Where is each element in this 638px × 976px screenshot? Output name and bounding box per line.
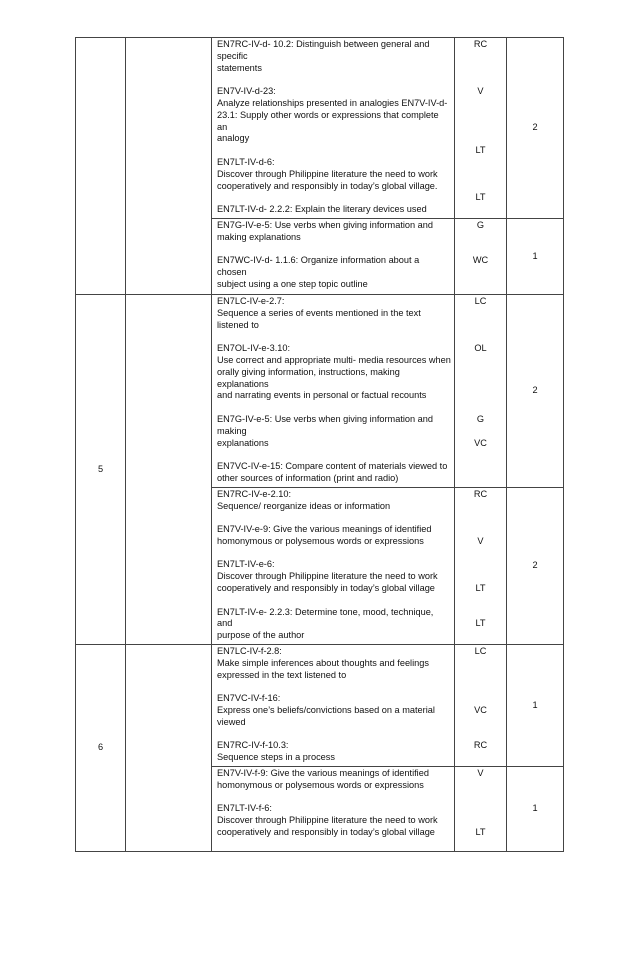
competency-text: EN7RC-IV-d- 10.2: Distinguish between general and specific statements EN7V-IV-d-23: Analyze relationships presented in analogies EN7V-IV-d- 23.1: Supply other words or expressions that complete an analogy EN7LT-IV-d-6: Discover through Philippine literature the need to work cooperatively and responsibly in today’s global village. EN7LT-IV-d- 2.2.2: Explain the literary devices used xyxy=(217,39,448,215)
minutes-cell: 2 xyxy=(507,487,564,644)
table-row xyxy=(76,38,564,219)
code-text: RC V LT LT xyxy=(473,39,488,203)
competency-text: EN7LC-IV-f-2.8: Make simple inferences about thoughts and feelings expressed in the text listened to EN7VC-IV-f-16: Express one’s beliefs/convictions based on a material viewed EN7RC-IV-f-10.3: Sequence steps in a process xyxy=(217,646,435,763)
competency-cell xyxy=(212,487,455,644)
week-cell: 6 xyxy=(76,645,126,852)
competency-text: EN7RC-IV-e-2.10: Sequence/ reorganize ideas or information EN7V-IV-e-9: Give the various meanings of identified homonymous or polysemous words or expressions EN7LT-IV-e-6: Discover through Philippine literature the need to work cooperatively and responsibly in today’s global village EN7LT-IV-e- 2.2.3: Determine tone, mood, technique, and purpose of the author xyxy=(217,488,438,641)
code-text: G WC xyxy=(472,219,489,266)
minutes-cell: 2 xyxy=(507,38,564,219)
competency-cell xyxy=(212,294,455,487)
empty-cell xyxy=(126,645,212,852)
code-cell xyxy=(455,294,507,487)
empty-cell xyxy=(126,294,212,644)
minutes-cell: 1 xyxy=(507,645,564,767)
minutes-cell: 1 xyxy=(507,218,564,294)
competency-cell xyxy=(212,645,455,767)
week-cell xyxy=(76,38,126,295)
table-row xyxy=(76,645,564,767)
code-cell xyxy=(455,767,507,852)
minutes-cell: 2 xyxy=(507,294,564,487)
competency-cell xyxy=(212,218,455,294)
code-text: RC V LT LT xyxy=(473,488,488,629)
curriculum-table xyxy=(75,37,564,852)
code-cell xyxy=(455,38,507,219)
table-row xyxy=(76,294,564,487)
competency-cell xyxy=(212,767,455,852)
code-cell xyxy=(455,218,507,294)
competency-text: EN7G-IV-e-5: Use verbs when giving information and making explanations EN7WC-IV-d- 1.1.6: Organize information about a chosen subject using a one step topic outline xyxy=(217,219,434,289)
code-text: LC OL G VC xyxy=(474,295,487,448)
empty-cell xyxy=(126,38,212,295)
code-cell xyxy=(455,645,507,767)
competency-text: EN7LC-IV-e-2.7: Sequence a series of events mentioned in the text listened to EN7OL-IV-e-3.10: Use correct and appropriate multi- media resources when orally giving information, instructions, making explanations and narrating events in personal or factual recounts EN7G-IV-e-5: Use verbs when giving information and making explanations EN7VC-IV-e-15: Compare content of materials viewed to other sources of information (print and radio) xyxy=(217,295,451,483)
minutes-cell: 1 xyxy=(507,767,564,852)
code-text: LC VC RC xyxy=(473,646,488,751)
code-text: V LT xyxy=(475,768,486,838)
competency-cell xyxy=(212,38,455,219)
code-cell xyxy=(455,487,507,644)
week-cell: 5 xyxy=(76,294,126,644)
competency-text: EN7V-IV-f-9: Give the various meanings of identified homonymous or polysemous words or expressions EN7LT-IV-f-6: Discover through Philippine literature the need to work cooperatively and responsibly in today’s global village xyxy=(217,768,438,838)
